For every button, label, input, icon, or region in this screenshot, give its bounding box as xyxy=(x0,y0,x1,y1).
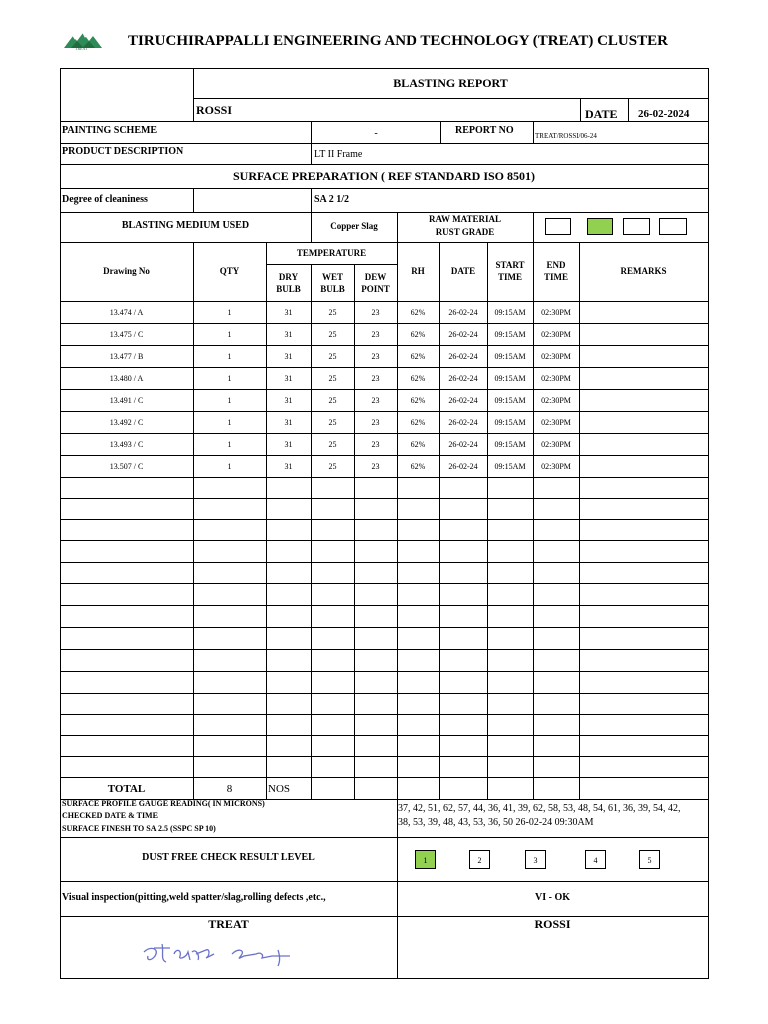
cell-wet-bulb: 25 xyxy=(328,308,337,317)
grid-line xyxy=(60,433,709,434)
grid-line xyxy=(60,188,709,189)
cell-start-time: 09:15AM xyxy=(494,352,526,361)
grid-line xyxy=(440,121,441,144)
sign-left-label: TREAT xyxy=(208,917,249,931)
col-dew-1: DEW xyxy=(364,272,387,282)
cell-start-time: 09:15AM xyxy=(494,418,526,427)
cell-drawing-no: 13.474 / A xyxy=(109,308,144,317)
grid-line xyxy=(628,98,629,122)
grid-line xyxy=(60,605,709,606)
grid-line xyxy=(193,188,194,213)
cell-start-time: 09:15AM xyxy=(494,330,526,339)
grid-line xyxy=(60,916,709,917)
cell-start-time: 09:15AM xyxy=(494,396,526,405)
grid-line xyxy=(60,301,709,302)
cell-dew-point: 23 xyxy=(371,330,380,339)
cell-wet-bulb: 25 xyxy=(328,440,337,449)
col-wet-1: WET xyxy=(321,272,343,282)
cell-start-time: 09:15AM xyxy=(494,462,526,471)
cell-rh: 62% xyxy=(410,462,426,471)
total-qty: 8 xyxy=(226,783,233,795)
cell-rh: 62% xyxy=(410,330,426,339)
grid-line xyxy=(533,212,534,243)
grid-line xyxy=(60,978,709,979)
grid-line xyxy=(60,212,709,213)
total-unit: NOS xyxy=(268,783,291,795)
col-temperature: TEMPERATURE xyxy=(296,248,367,258)
cell-dew-point: 23 xyxy=(371,374,380,383)
blasting-medium-label: BLASTING MEDIUM USED xyxy=(121,220,250,231)
col-rh: RH xyxy=(411,266,425,276)
cell-drawing-no: 13.493 / C xyxy=(109,440,144,449)
cell-dew-point: 23 xyxy=(371,440,380,449)
cell-qty: 1 xyxy=(227,330,232,339)
col-dew-2: POINT xyxy=(361,284,390,294)
rust-grade-box[interactable] xyxy=(659,218,687,235)
grid-line xyxy=(60,477,709,478)
dust-level-box-1[interactable]: 1 xyxy=(415,850,436,869)
cell-date: 26-02-24 xyxy=(448,352,478,361)
cell-qty: 1 xyxy=(227,396,232,405)
org-title: TIRUCHIRAPPALLI ENGINEERING AND TECHNOLOGY (TREAT) CLUSTER xyxy=(128,33,668,49)
cell-end-time: 02:30PM xyxy=(541,462,571,471)
cell-start-time: 09:15AM xyxy=(494,374,526,383)
grid-line xyxy=(580,98,581,122)
cell-dry-bulb: 31 xyxy=(284,352,293,361)
grid-line xyxy=(60,68,61,979)
cell-wet-bulb: 25 xyxy=(328,396,337,405)
grid-line xyxy=(60,583,709,584)
cell-qty: 1 xyxy=(227,462,232,471)
col-end-2: TIME xyxy=(543,272,568,282)
cell-end-time: 02:30PM xyxy=(541,374,571,383)
cell-date: 26-02-24 xyxy=(448,396,478,405)
dust-level-box-2[interactable]: 2 xyxy=(469,850,490,869)
cell-drawing-no: 13.480 / A xyxy=(109,374,144,383)
gauge-values-2: 38, 53, 39, 48, 43, 53, 36, 50 26-02-24 09:30AM xyxy=(398,817,594,828)
gauge-values-1: 37, 42, 51, 62, 57, 44, 36, 41, 39, 62, 58, 53, 48, 54, 61, 36, 39, 54, 42, xyxy=(398,803,681,814)
gauge-label-1: SURFACE PROFILE GAUGE READING( IN MICRONS) xyxy=(62,799,265,808)
cell-dew-point: 23 xyxy=(371,418,380,427)
cell-end-time: 02:30PM xyxy=(541,396,571,405)
report-title: BLASTING REPORT xyxy=(393,76,508,90)
col-drawing-no: Drawing No xyxy=(103,266,150,276)
grid-line xyxy=(60,143,709,144)
cell-end-time: 02:30PM xyxy=(541,440,571,449)
cell-end-time: 02:30PM xyxy=(541,308,571,317)
cell-dry-bulb: 31 xyxy=(284,440,293,449)
grid-line xyxy=(266,242,267,800)
cell-date: 26-02-24 xyxy=(448,308,478,317)
cell-end-time: 02:30PM xyxy=(541,418,571,427)
grid-line xyxy=(266,264,398,265)
date-value: 26-02-2024 xyxy=(638,108,690,120)
cell-drawing-no: 13.491 / C xyxy=(109,396,144,405)
grid-line xyxy=(60,411,709,412)
cell-qty: 1 xyxy=(227,308,232,317)
grid-line xyxy=(487,242,488,800)
cell-dew-point: 23 xyxy=(371,352,380,361)
cleanliness-label: Degree of cleaniness xyxy=(62,194,148,205)
grid-line xyxy=(60,714,709,715)
grid-line xyxy=(60,389,709,390)
painting-scheme-label: PAINTING SCHEME xyxy=(62,125,158,136)
grid-line xyxy=(533,242,534,800)
visual-label: Visual inspection(pitting,weld spatter/slag,rolling defects ,etc., xyxy=(62,892,326,903)
grid-line xyxy=(60,562,709,563)
sign-right-label: ROSSI xyxy=(534,917,571,931)
cell-dry-bulb: 31 xyxy=(284,330,293,339)
cell-drawing-no: 13.492 / C xyxy=(109,418,144,427)
grid-line xyxy=(311,143,312,165)
cell-date: 26-02-24 xyxy=(448,462,478,471)
col-qty: QTY xyxy=(219,266,240,276)
rust-grade-box[interactable] xyxy=(587,218,613,235)
grid-line xyxy=(60,121,709,122)
product-desc-value: LT II Frame xyxy=(314,149,363,160)
visual-result: VI - OK xyxy=(535,892,570,903)
grid-line xyxy=(60,627,709,628)
cell-rh: 62% xyxy=(410,396,426,405)
surface-prep-heading: SURFACE PREPARATION ( REF STANDARD ISO 8501) xyxy=(232,169,535,183)
grid-line xyxy=(579,242,580,800)
cell-dew-point: 23 xyxy=(371,396,380,405)
grid-line xyxy=(60,671,709,672)
cell-qty: 1 xyxy=(227,352,232,361)
cell-rh: 62% xyxy=(410,352,426,361)
grid-line xyxy=(60,837,709,838)
report-no-value: TREAT/ROSSI/06-24 xyxy=(535,132,597,140)
grid-line xyxy=(439,242,440,800)
grid-line xyxy=(311,188,312,213)
cell-wet-bulb: 25 xyxy=(328,462,337,471)
grid-line xyxy=(60,540,709,541)
col-dry-2: BULB xyxy=(276,284,301,294)
cell-date: 26-02-24 xyxy=(448,330,478,339)
grid-line xyxy=(60,323,709,324)
cell-end-time: 02:30PM xyxy=(541,330,571,339)
cell-wet-bulb: 25 xyxy=(328,330,337,339)
signature xyxy=(140,938,300,970)
col-start-1: START xyxy=(495,260,525,270)
dust-level-box-4[interactable]: 4 xyxy=(585,850,606,869)
cell-dry-bulb: 31 xyxy=(284,396,293,405)
gauge-label-3: SURFACE FINESH TO SA 2.5 (SSPC SP 10) xyxy=(62,824,216,833)
cell-dry-bulb: 31 xyxy=(284,462,293,471)
cell-rh: 62% xyxy=(410,374,426,383)
dust-label: DUST FREE CHECK RESULT LEVEL xyxy=(142,852,315,863)
dust-level-box-5[interactable]: 5 xyxy=(639,850,660,869)
col-wet-2: BULB xyxy=(320,284,345,294)
painting-scheme-value: - xyxy=(374,128,378,139)
cell-start-time: 09:15AM xyxy=(494,440,526,449)
treat-logo xyxy=(63,30,103,52)
cell-start-time: 09:15AM xyxy=(494,308,526,317)
grid-line xyxy=(60,756,709,757)
handwritten-signature-icon xyxy=(140,938,300,970)
col-end-1: END xyxy=(546,260,566,270)
cell-drawing-no: 13.507 / C xyxy=(109,462,144,471)
grid-line xyxy=(708,68,709,979)
cell-drawing-no: 13.475 / C xyxy=(109,330,144,339)
gauge-label-2: CHECKED DATE & TIME xyxy=(62,811,158,820)
rust-grade-label-1: RAW MATERIAL xyxy=(429,214,501,224)
cell-qty: 1 xyxy=(227,418,232,427)
cell-dry-bulb: 31 xyxy=(284,374,293,383)
grid-line xyxy=(533,121,534,144)
grid-line xyxy=(60,881,709,882)
grid-line xyxy=(60,777,709,778)
cell-dew-point: 23 xyxy=(371,462,380,471)
grid-line xyxy=(193,98,709,99)
cleanliness-value: SA 2 1/2 xyxy=(314,194,350,205)
grid-line xyxy=(193,242,194,800)
col-remarks: REMARKS xyxy=(620,266,667,276)
grid-line xyxy=(60,367,709,368)
cell-drawing-no: 13.477 / B xyxy=(109,352,144,361)
cell-end-time: 02:30PM xyxy=(541,352,571,361)
cell-wet-bulb: 25 xyxy=(328,418,337,427)
cell-dry-bulb: 31 xyxy=(284,418,293,427)
grid-line xyxy=(60,649,709,650)
cell-dew-point: 23 xyxy=(371,308,380,317)
grid-line xyxy=(60,242,709,243)
dust-level-box-3[interactable]: 3 xyxy=(525,850,546,869)
grid-line xyxy=(60,498,709,499)
cell-wet-bulb: 25 xyxy=(328,374,337,383)
grid-line xyxy=(60,735,709,736)
report-no-label: REPORT NO xyxy=(455,125,514,136)
grid-line xyxy=(60,345,709,346)
date-label: DATE xyxy=(585,107,618,121)
col-start-2: TIME xyxy=(497,272,522,282)
grid-line xyxy=(60,455,709,456)
cell-date: 26-02-24 xyxy=(448,374,478,383)
cell-wet-bulb: 25 xyxy=(328,352,337,361)
col-dry-1: DRY xyxy=(278,272,299,282)
cell-qty: 1 xyxy=(227,374,232,383)
cell-rh: 62% xyxy=(410,308,426,317)
grid-line xyxy=(60,164,709,165)
total-label: TOTAL xyxy=(107,783,146,795)
cell-rh: 62% xyxy=(410,440,426,449)
client-name: ROSSI xyxy=(196,103,233,117)
rust-grade-box[interactable] xyxy=(623,218,650,235)
grid-line xyxy=(60,519,709,520)
cell-rh: 62% xyxy=(410,418,426,427)
cell-date: 26-02-24 xyxy=(448,418,478,427)
rust-grade-box[interactable] xyxy=(545,218,571,235)
cell-qty: 1 xyxy=(227,440,232,449)
logo-text: TREAT xyxy=(75,46,88,51)
grid-line xyxy=(60,693,709,694)
product-desc-label: PRODUCT DESCRIPTION xyxy=(62,146,184,157)
cell-date: 26-02-24 xyxy=(448,440,478,449)
blasting-medium-value: Copper Slag xyxy=(330,221,378,231)
col-date: DATE xyxy=(450,266,476,276)
cell-dry-bulb: 31 xyxy=(284,308,293,317)
rust-grade-label-2: RUST GRADE xyxy=(435,227,495,237)
grid-line xyxy=(60,68,709,69)
